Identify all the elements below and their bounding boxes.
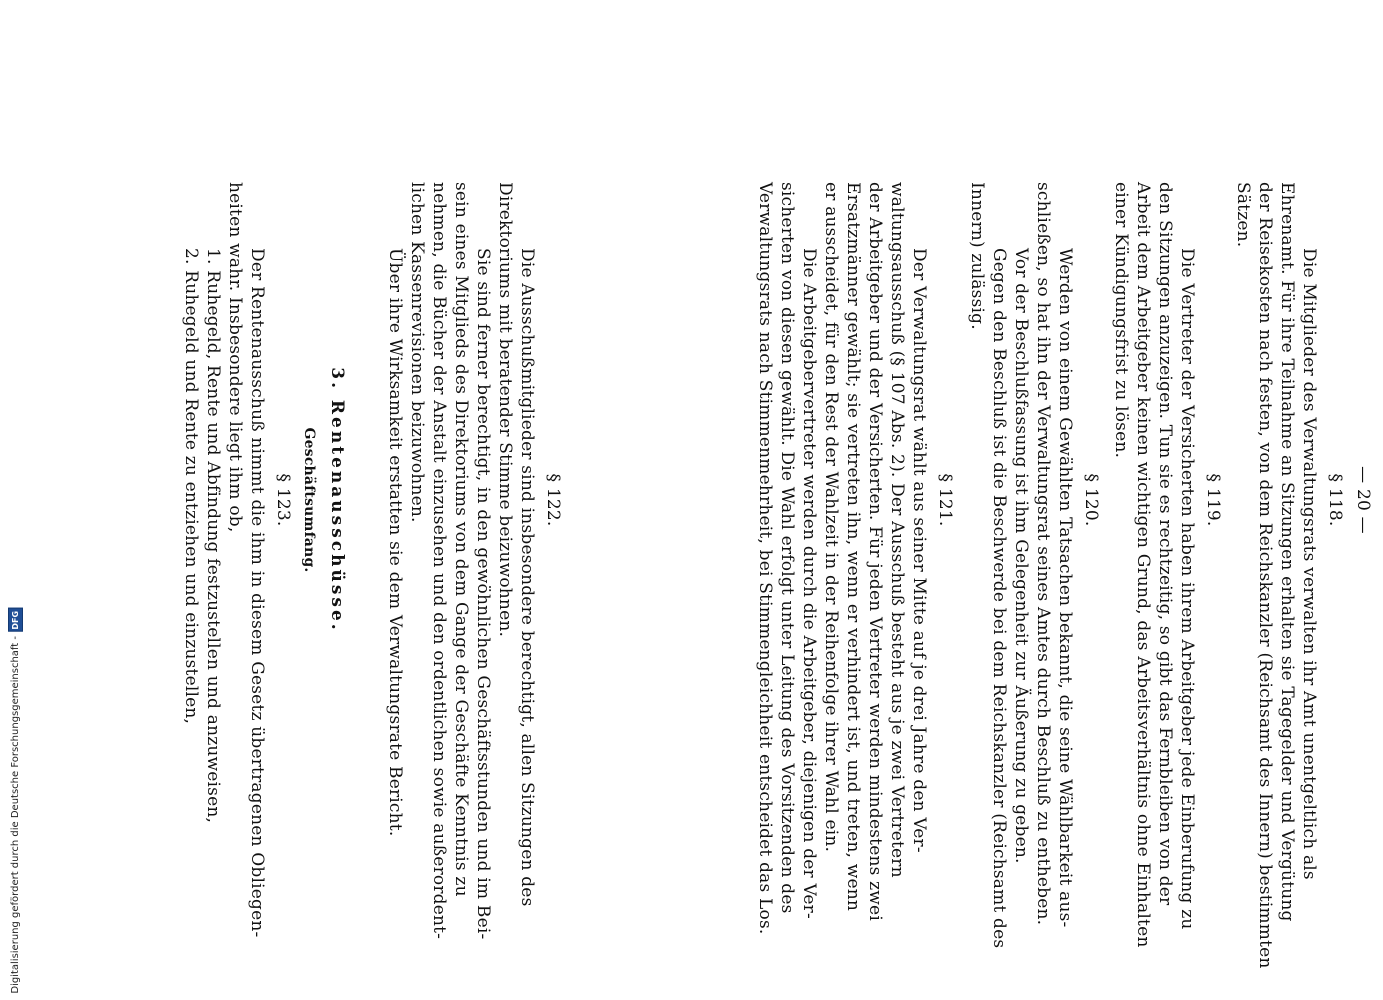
chapter-subheading: Geschäftsumfang. — [301, 427, 317, 573]
section-122-line: Die Ausschußmitglieder sind insbesondere berechtigt, allen Sitzungen des — [517, 248, 537, 907]
section-119-line: Die Vertreter der Versicherten haben ihrem Arbeitgeber jede Einberufung zu — [1177, 248, 1197, 930]
section-119-heading: § 119. — [1203, 473, 1223, 527]
section-122-line: lichen Kassenrevisionen beizuwohnen. — [407, 182, 427, 523]
section-121-line: Die Arbeitgebervertreter werden durch die Arbeitgeber, diejenigen der Ver- — [799, 248, 819, 919]
section-120-line: Werden von einem Gewählten Tatsachen bekannt, die seine Wählbarkeit aus- — [1055, 248, 1075, 928]
section-123-heading: § 123. — [273, 473, 293, 527]
section-119-line: Arbeit dem Arbeitgeber keinen wichtigen Grund, das Arbeitsverhältnis ohne Einhalten — [1133, 182, 1153, 948]
section-120-line: Innern) zulässig. — [967, 182, 987, 330]
section-121-line: sicherten von diesen gewählt. Die Wahl erfolgt unter Leitung des Vorsitzenden des — [777, 182, 797, 914]
footer-attribution — [8, 608, 23, 994]
section-121-line: waltungsausschuß (§ 107 Abs. 2). Der Ausschuß besteht aus je zwei Vertretern — [887, 182, 907, 878]
section-121-line: Verwaltungsrats nach Stimmenmehrheit, bei Stimmengleichheit entscheidet das Los. — [755, 182, 775, 935]
dfg-logo-icon: DFG — [8, 608, 23, 632]
section-122-line: Über ihre Wirksamkeit erstatten sie dem Verwaltungsrate Bericht. — [385, 248, 405, 837]
section-122-line: sein eines Mitglieds des Direktoriums von dem Gange der Geschäfte Kenntnis zu — [451, 182, 471, 897]
footer-text: Digitalisierung gefördert durch die Deutsche Forschungsgemeinschaft - — [10, 636, 21, 994]
section-118-line: Sätzen. — [1233, 182, 1253, 248]
section-120-line: Vor der Beschlußfassung ist ihm Gelegenheit zur Äußerung zu geben. — [1011, 248, 1031, 864]
section-118-line: der Reisekosten nach festen, von dem Reichskanzler (Reichsamt des Innern) bestimmten — [1255, 182, 1275, 969]
section-121-line: er ausscheidet, für den Rest der Wahlzeit in der Reihenfolge ihrer Wahl ein. — [821, 182, 841, 853]
section-120-heading: § 120. — [1081, 473, 1101, 527]
section-119-line: den Sitzungen anzuzeigen. Tun sie es rechtzeitig, so gibt das Fernbleiben von der — [1155, 182, 1175, 906]
section-122-line: nehmen, die Bücher der Anstalt einzusehen und den ordentlichen sowie außerordent- — [429, 182, 449, 940]
section-122-line: Direktoriums mit beratender Stimme beizuwohnen. — [495, 182, 515, 638]
section-122-heading: § 122. — [543, 473, 563, 527]
section-118-heading: § 118. — [1325, 473, 1345, 527]
section-121-heading: § 121. — [935, 473, 955, 527]
section-121-line: der Arbeitgeber und der Versicherten. Für jeden Vertreter werden mindestens zwei — [865, 182, 885, 921]
section-118-line: Ehrenamt. Für ihre Teilnahme an Sitzungen erhalten sie Tagegelder und Vergütung — [1277, 182, 1297, 922]
section-119-line: einer Kündigungsfrist zu lösen. — [1111, 182, 1131, 459]
section-120-line: Gegen den Beschluß ist die Beschwerde bei dem Reichskanzler (Reichsamt des — [989, 248, 1009, 949]
section-121-line: Ersatzmänner gewählt; sie vertreten ihn, wenn er verhindert ist, und treten, wenn — [843, 182, 863, 912]
section-122-line: Sie sind ferner berechtigt, in den gewöhnlichen Geschäftsstunden und im Bei- — [473, 248, 493, 940]
page-number: — 20 — — [1353, 466, 1373, 534]
section-118-line: Die Mitglieder des Verwaltungsrats verwalten ihr Amt unentgeltlich als — [1299, 248, 1319, 880]
section-123-line: 1. Ruhegeld, Rente und Abfindung festzustellen und anzuweisen, — [203, 248, 223, 824]
section-123-line: 2. Ruhegeld und Rente zu entziehen und einzustellen, — [181, 248, 201, 725]
section-121-line: Der Verwaltungsrat wählt aus seiner Mitte auf je drei Jahre den Ver- — [909, 248, 929, 853]
section-123-line: heiten wahr. Insbesondere liegt ihm ob, — [225, 182, 245, 533]
chapter-heading: 3. Rentenausschüsse. — [327, 367, 347, 633]
section-120-line: schließen, so hat ihn der Verwaltungsrat seines Amtes durch Beschluß zu entheben. — [1033, 182, 1053, 926]
section-123-line: Der Rentenausschuß nimmt die ihm in diesem Gesetz übertragenen Obliegen- — [247, 248, 267, 938]
